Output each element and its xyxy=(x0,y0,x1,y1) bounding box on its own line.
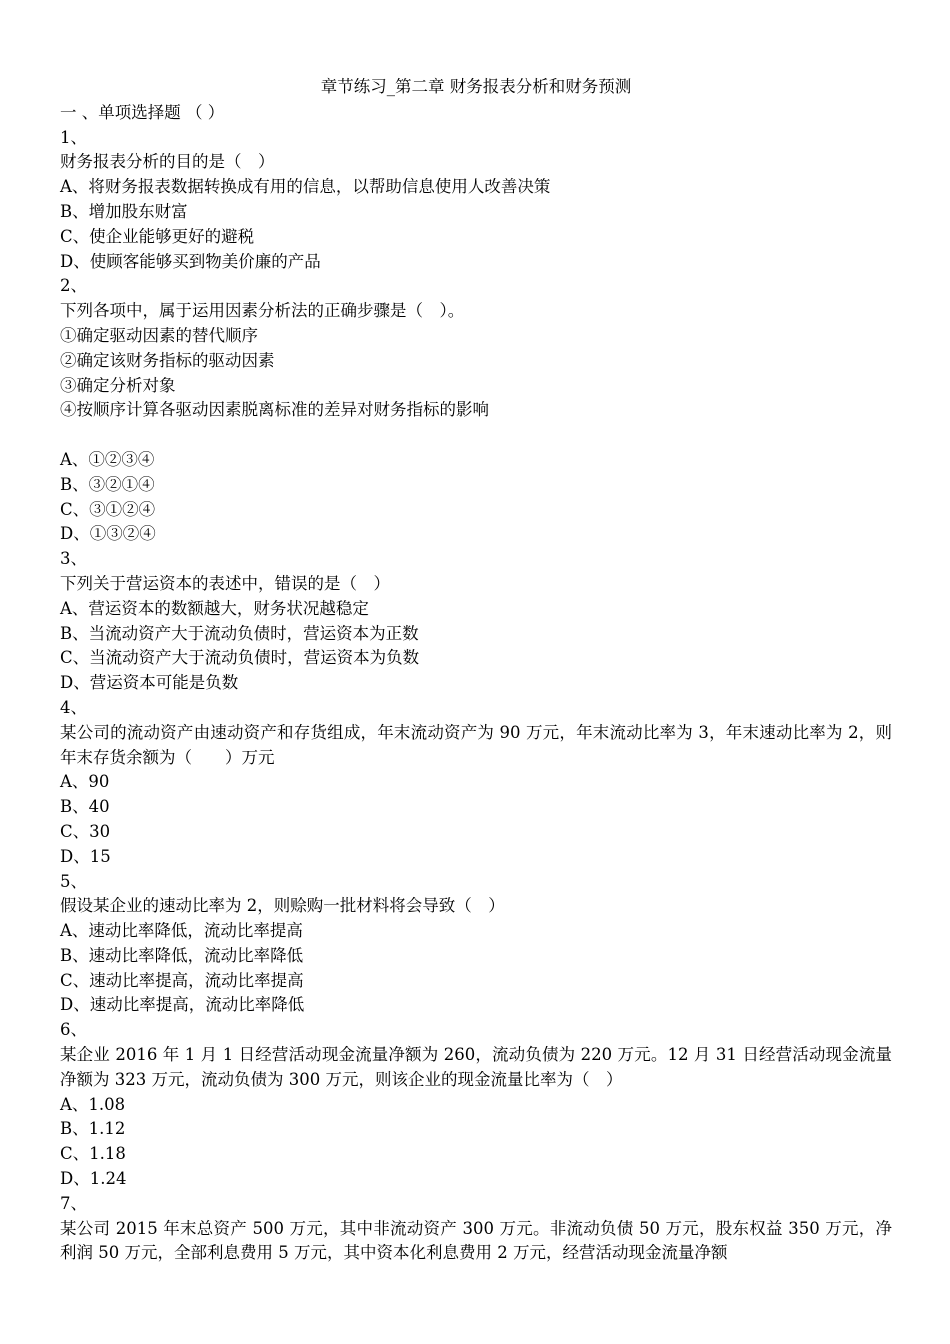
question-number: 5、 xyxy=(60,871,87,891)
question-stem: ③确定分析对象 xyxy=(60,375,176,395)
question-block xyxy=(60,547,892,696)
answer-option: D、营运资本可能是负数 xyxy=(60,673,239,693)
section-heading: 一 、单项选择题 （ ） xyxy=(60,102,225,122)
question-stem: 某公司 2015 年末总资产 500 万元，其中非流动资产 300 万元。非流动负债 50 万元，股东权益 350 万元，净利润 50 万元，全部利息费用 5 万元，其中资本化利息费用 2 万元，经营活动现金流量净额 xyxy=(60,1218,892,1263)
question-stem: ④按顺序计算各驱动因素脱离标准的差异对财务指标的影响 xyxy=(60,400,489,420)
answer-option: C、速动比率提高，流动比率提高 xyxy=(60,970,304,990)
answer-option: D、使顾客能够买到物美价廉的产品 xyxy=(60,251,321,271)
question-number: 3、 xyxy=(60,549,87,569)
answer-option: C、当流动资产大于流动负债时，营运资本为负数 xyxy=(60,648,420,668)
question-block xyxy=(60,696,892,870)
answer-option: A、①②③④ xyxy=(60,449,155,469)
question-block xyxy=(60,1192,892,1266)
answer-option: B、③②①④ xyxy=(60,474,155,494)
question-stem: 下列各项中，属于运用因素分析法的正确步骤是（ ）。 xyxy=(60,301,465,321)
question-stem: 财务报表分析的目的是（ ） xyxy=(60,152,275,172)
answer-option: C、1.18 xyxy=(60,1144,126,1164)
answer-option: A、1.08 xyxy=(60,1094,126,1114)
answer-option: B、当流动资产大于流动负债时，营运资本为正数 xyxy=(60,623,419,643)
question-block xyxy=(60,870,892,1019)
question-number: 4、 xyxy=(60,697,87,717)
answer-option: B、1.12 xyxy=(60,1119,126,1139)
question-stem: ②确定该财务指标的驱动因素 xyxy=(60,350,275,370)
answer-option: D、速动比率提高，流动比率降低 xyxy=(60,995,305,1015)
answer-option: B、增加股东财富 xyxy=(60,201,188,221)
question-number: 6、 xyxy=(60,1020,87,1040)
question-block xyxy=(60,126,892,275)
blank-line xyxy=(60,423,892,448)
question-number: 7、 xyxy=(60,1193,87,1213)
question-stem: ①确定驱动因素的替代顺序 xyxy=(60,325,258,345)
question-block xyxy=(60,1018,892,1192)
answer-option: A、将财务报表数据转换成有用的信息，以帮助信息使用人改善决策 xyxy=(60,177,551,197)
answer-option: B、40 xyxy=(60,797,110,817)
answer-option: D、15 xyxy=(60,846,111,866)
answer-option: C、使企业能够更好的避税 xyxy=(60,226,255,246)
question-number: 1、 xyxy=(60,127,87,147)
question-stem: 某企业 2016 年 1 月 1 日经营活动现金流量净额为 260，流动负债为 220 万元。12 月 31 日经营活动现金流量净额为 323 万元，流动负债为 300 万元，则该企业的现金流量比率为（ ） xyxy=(60,1045,892,1089)
question-number: 2、 xyxy=(60,276,87,296)
document-title: 章节练习_第二章 财务报表分析和财务预测 xyxy=(320,77,632,96)
answer-option: A、速动比率降低，流动比率提高 xyxy=(60,921,303,941)
question-stem: 某公司的流动资产由速动资产和存货组成，年末流动资产为 90 万元，年末流动比率为 3，年末速动比率为 2，则年末存货余额为（ ）万元 xyxy=(60,722,892,767)
answer-option: D、1.24 xyxy=(60,1169,127,1189)
question-stem: 假设某企业的速动比率为 2，则赊购一批材料将会导致（ ） xyxy=(60,896,505,916)
question-block xyxy=(60,274,892,547)
answer-option: C、③①②④ xyxy=(60,499,156,519)
answer-option: A、营运资本的数额越大，财务状况越稳定 xyxy=(60,598,369,618)
question-list xyxy=(60,126,892,1267)
answer-option: A、90 xyxy=(60,772,110,792)
answer-option: D、①③②④ xyxy=(60,524,156,544)
answer-option: B、速动比率降低，流动比率降低 xyxy=(60,945,304,965)
question-stem: 下列关于营运资本的表述中，错误的是（ ） xyxy=(60,573,390,593)
answer-option: C、30 xyxy=(60,821,111,841)
